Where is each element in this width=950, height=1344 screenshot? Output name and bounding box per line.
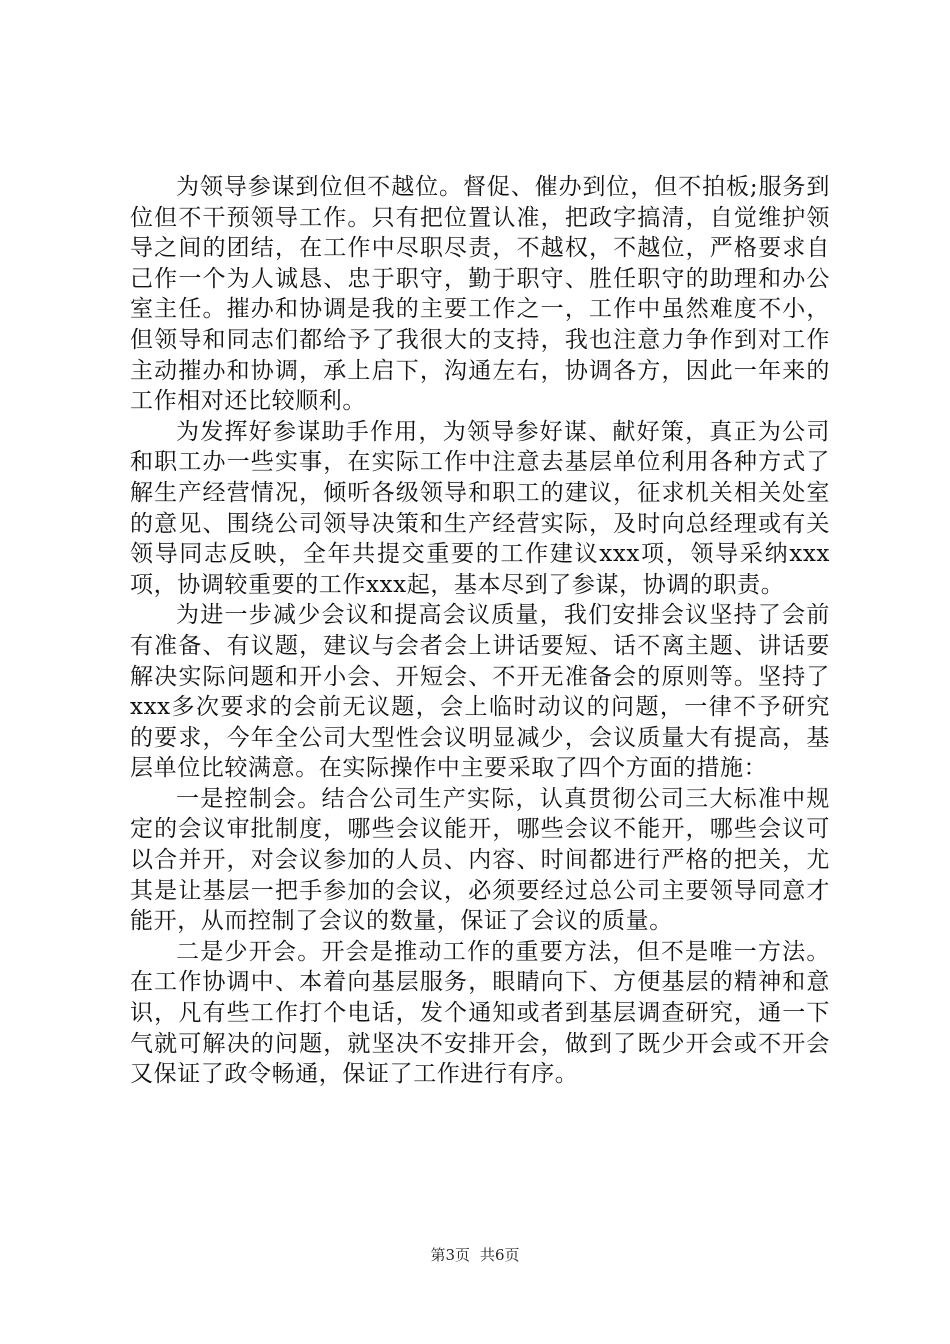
paragraph: 为进一步减少会议和提高会议质量，我们安排会议坚持了会前有准备、有议题，建议与会者会上讲话要短、话不离主题、讲话要解决实际问题和开小会、开短会、不开无准备会的原则等。坚持了xxx多次要求的会前无议题，会上临时动议的问题，一律不予研究的要求，今年全公司大型性会议明显减少，会议质量大有提高，基层单位比较满意。在实际操作中主要采取了四个方面的措施： (130, 602, 830, 782)
page-total: 共6页 (480, 1246, 520, 1264)
document-body (130, 172, 830, 1090)
paragraph: 为领导参谋到位但不越位。督促、催办到位，但不拍板;服务到位但不干预领导工作。只有把位置认准，把政字搞清，自觉维护领导之间的团结，在工作中尽职尽责，不越权，不越位，严格要求自己作一个为人诚恳、忠于职守，勤于职守、胜任职守的助理和办公室主任。摧办和协调是我的主要工作之一，工作中虽然难度不小，但领导和同志们都给予了我很大的支持，我也注意力争作到对工作主动摧办和协调，承上启下，沟通左右，协调各方，因此一年来的工作相对还比较顺利。 (130, 174, 830, 415)
paragraph: 二是少开会。开会是推动工作的重要方法，但不是唯一方法。在工作协调中、本着向基层服务，眼睛向下、方便基层的精神和意识，凡有些工作打个电话，发个通知或者到基层调查研究，通一下气就可解决的问题，就坚决不安排开会，做到了既少开会或不开会又保证了政令畅通，保证了工作进行有序。 (130, 938, 830, 1088)
paragraph: 一是控制会。结合公司生产实际，认真贯彻公司三大标准中规定的会议审批制度，哪些会议能开，哪些会议不能开，哪些会议可以合并开，对会议参加的人员、内容、时间都进行严格的把关，尤其是让基层一把手参加的会议，必须要经过总公司主要领导同意才能开，从而控制了会议的数量，保证了会议的质量。 (130, 785, 830, 935)
page-number: 第3页 (430, 1246, 470, 1264)
page-footer (0, 1245, 950, 1265)
paragraph: 为发挥好参谋助手作用，为领导参好谋、献好策，真正为公司和职工办一些实事，在实际工作中注意去基层单位利用各种方式了解生产经营情况，倾听各级领导和职工的建议，征求机关相关处室的意见、围绕公司领导决策和生产经营实际，及时向总经理或有关领导同志反映，全年共提交重要的工作建议xxx项，领导采纳xxx项，协调较重要的工作xxx起，基本尽到了参谋，协调的职责。 (130, 418, 830, 598)
